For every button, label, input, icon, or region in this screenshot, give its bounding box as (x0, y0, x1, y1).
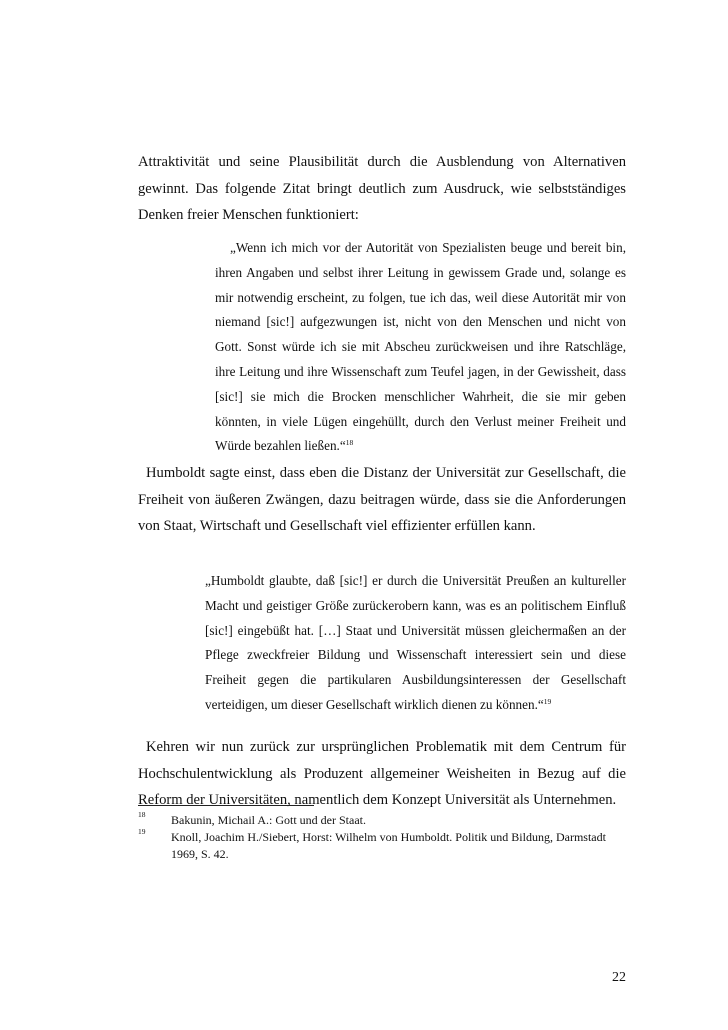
body-paragraph-1: Attraktivität und seine Plausibilität durch die Ausblendung von Alternativen gewinnt. Das folgende Zitat bringt deutlich zum Ausdruck, wie selbstständiges Denken freier Menschen funktioniert: (138, 154, 626, 223)
footnote-19 (138, 829, 626, 862)
footnote-reference-19[interactable]: 19 (543, 696, 552, 706)
footnote-number: 19 (138, 827, 146, 836)
block-quote-humboldt (205, 569, 626, 718)
footnote-reference-18[interactable]: 18 (345, 438, 354, 448)
footnote-18 (138, 812, 626, 829)
quote-text: „Humboldt glaubte, daß [sic!] er durch die Universität Preußen an kultureller Macht und geistiger Größe zurückerobern kann, was es an politischem Einfluß [sic!] eingebüßt hat. […] Staat und Universität müssen gleichermaßen an der Pflege zweckfreier Bildung und Wissenschaft interessiert sein und diese Freiheit gegen die partikularen Ausbildungsinteressen der Gesellschaft verteidigen, um dieser Gesellschaft wirklich dienen zu können.“ (205, 573, 626, 712)
body-paragraph-2: Humboldt sagte einst, dass eben die Distanz der Universität zur Gesellschaft, die Freiheit von äußeren Zwängen, dazu beitragen würde, dass sie die Anforderungen von Staat, Wirtschaft und Gesellschaft viel effizienter erfüllen kann. (138, 465, 626, 534)
page-number: 22 (612, 970, 626, 985)
footnote-separator (138, 805, 314, 806)
block-quote-bakunin (215, 236, 626, 459)
quote-text: „Wenn ich mich vor der Autorität von Spezialisten beuge und bereit bin, ihren Angaben und selbst ihrer Leitung in gewissem Grade und, solange es mir notwendig erscheint, zu folgen, tue ich das, weil diese Autorität mir von niemand [sic!] aufgezwungen ist, nicht von den Menschen und nicht von Gott. Sonst würde ich sie mit Abscheu zurückweisen und ihre Ratschläge, ihre Leitung und ihre Wissenschaft zum Teufel jagen, in der Gewissheit, dass [sic!] sie mich die Brocken menschlicher Wahrheit, die sie mir geben könnten, in viele Lügen eingehüllt, durch den Verlust meiner Freiheit und Würde bezahlen ließen.“ (215, 240, 626, 454)
body-paragraph-3: Kehren wir nun zurück zur ursprünglichen Problematik mit dem Centrum für Hochschulentwicklung als Produzent allgemeiner Weisheiten in Bezug auf die Reform der Universitäten, namentlich dem Konzept Universität als Unternehmen. (138, 739, 626, 808)
footnote-text: Bakunin, Michail A.: Gott und der Staat. (171, 813, 366, 827)
footnote-text-continuation: 1969, S. 42. (171, 846, 229, 861)
footnote-text: Knoll, Joachim H./Siebert, Horst: Wilhelm von Humboldt. Politik und Bildung, Darmstadt (171, 830, 606, 844)
footnote-number: 18 (138, 810, 146, 819)
